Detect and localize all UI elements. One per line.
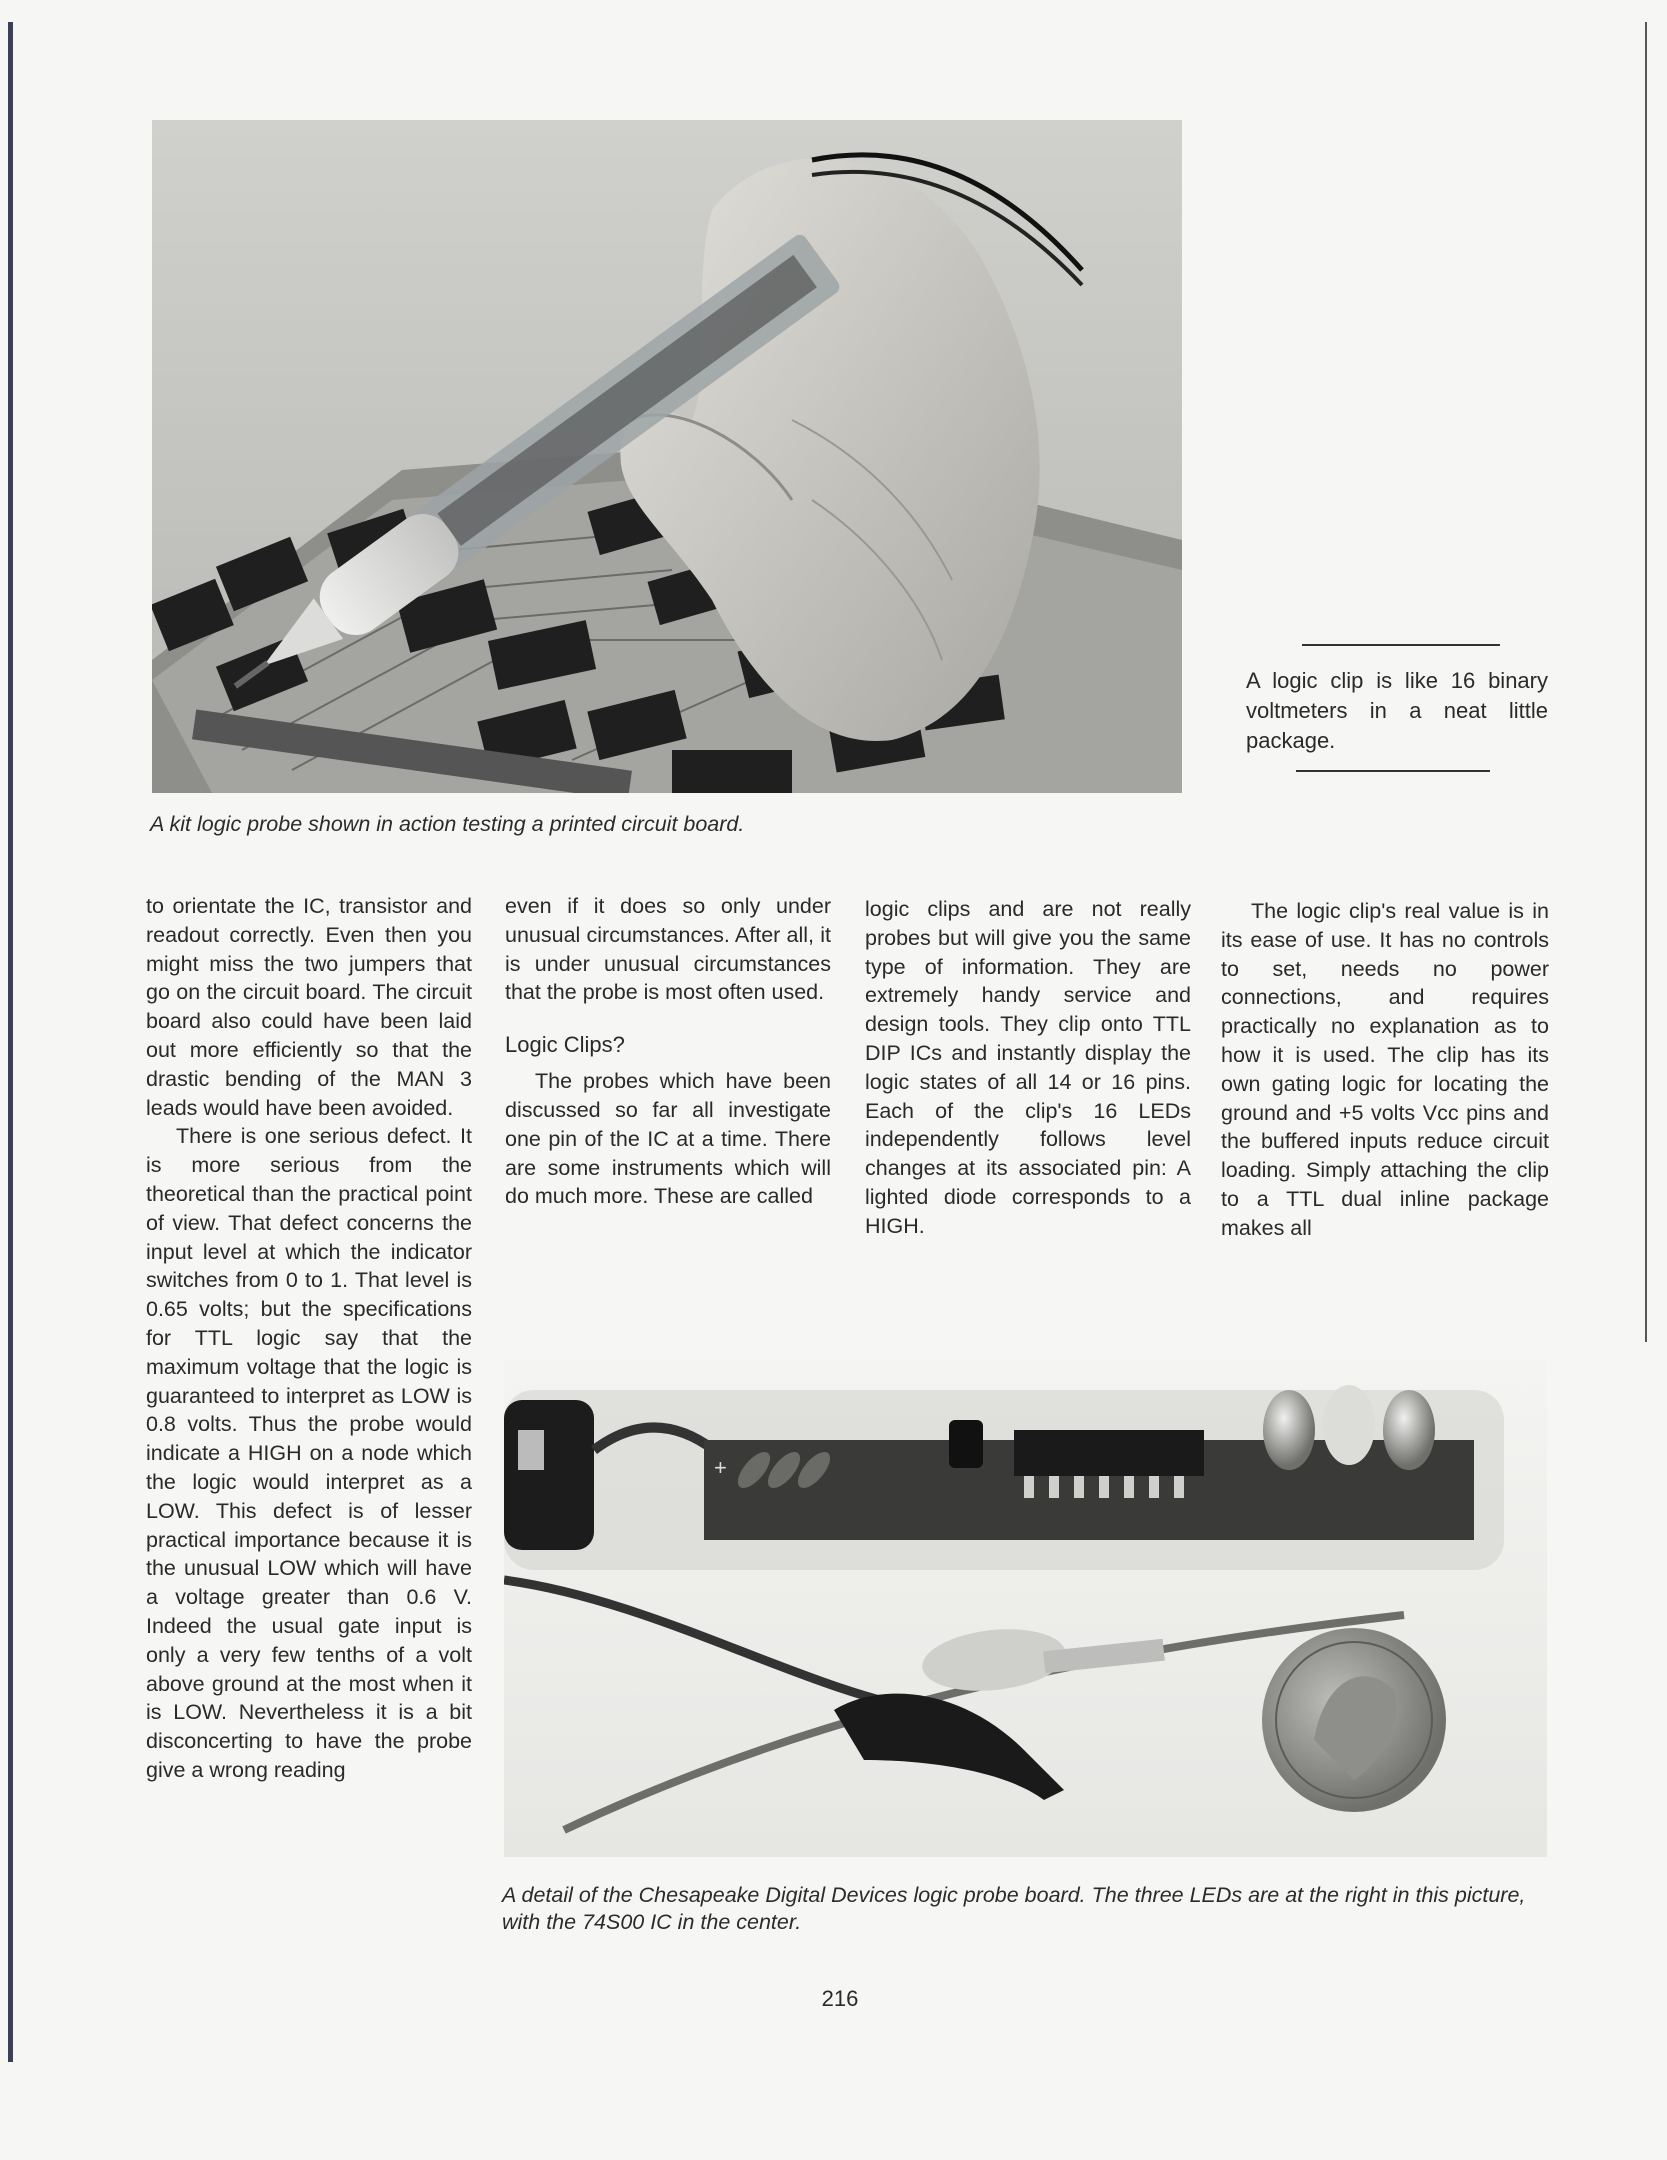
column-1-paragraph-1: to orientate the IC, transistor and readout correctly. Even then you might miss the two jumpers that go on the circuit board. The circuit board also could have been laid out more efficiently so that the drastic bending of the MAN 3 leads would have been avoided.	[146, 894, 472, 1120]
text-column-3	[865, 895, 1191, 1241]
figure-caption-top: A kit logic probe shown in action testing a printed circuit board.	[150, 812, 745, 836]
side-note	[1246, 644, 1548, 772]
svg-text:+: +	[714, 1455, 727, 1480]
side-note-text: A logic clip is like 16 binary voltmeters in a neat little package.	[1246, 668, 1548, 753]
column-3-paragraph-1: logic clips and are not really probes but will give you the same type of information. They are extremely handy service and design tools. They clip onto TTL DIP ICs and instantly display the logic states of all 14 or 16 pins. Each of the clip's 16 LEDs independently follows level changes at its associated pin: A lighted diode corresponds to a HIGH.	[865, 897, 1191, 1238]
column-2-paragraph-1: even if it does so only under unusual circumstances. After all, it is under unusual circumstances that the probe is most often used.	[505, 894, 831, 1005]
text-column-2	[505, 892, 831, 1211]
logic-probe-on-circuit-board-photo	[152, 120, 1182, 793]
text-column-1	[146, 892, 472, 1785]
figure-caption-bottom: A detail of the Chesapeake Digital Devices logic probe board. The three LEDs are at the right in this picture, with the 74S00 IC in the center.	[502, 1883, 1526, 1934]
side-note-rule-bottom	[1296, 770, 1490, 772]
column-1-paragraph-2: There is one serious defect. It is more serious from the theoretical than the practical point of view. That defect concerns the input level at which the indicator switches from 0 to 1. That level is 0.65 volts; but the specifications for TTL logic say that the maximum voltage that the logic is guaranteed to interpret as LOW is 0.8 volts. Thus the probe would indicate a HIGH on a node which the logic would interpret as a LOW. This defect is of lesser practical importance because it is the unusual LOW which will have a voltage greater than 0.6 V. Indeed the usual gate input is only a very few tenths of a volt above ground at the most when it is LOW. Nevertheless it is a bit disconcerting to have the probe give a wrong reading	[146, 1124, 472, 1782]
column-2-paragraph-2: The probes which have been discussed so far all investigate one pin of the IC at a time. There are some instruments which will do much more. These are called	[505, 1069, 831, 1209]
text-column-4	[1221, 897, 1549, 1243]
page-edge-right	[1645, 22, 1647, 1342]
side-note-rule-top	[1302, 644, 1500, 646]
section-heading-logic-clips: Logic Clips?	[505, 1032, 625, 1058]
page-number: 216	[821, 1986, 859, 2011]
page-edge-left	[8, 22, 13, 2062]
logic-probe-board-detail-photo	[504, 1360, 1547, 1857]
column-4-paragraph-1: The logic clip's real value is in its ease of use. It has no controls to set, needs no power connections, and requires practically no explanation as to how it is used. The clip has its own gating logic for locating the ground and +5 volts Vcc pins and the buffered inputs reduce circuit loading. Simply attaching the clip to a TTL dual inline package makes all	[1221, 899, 1549, 1240]
